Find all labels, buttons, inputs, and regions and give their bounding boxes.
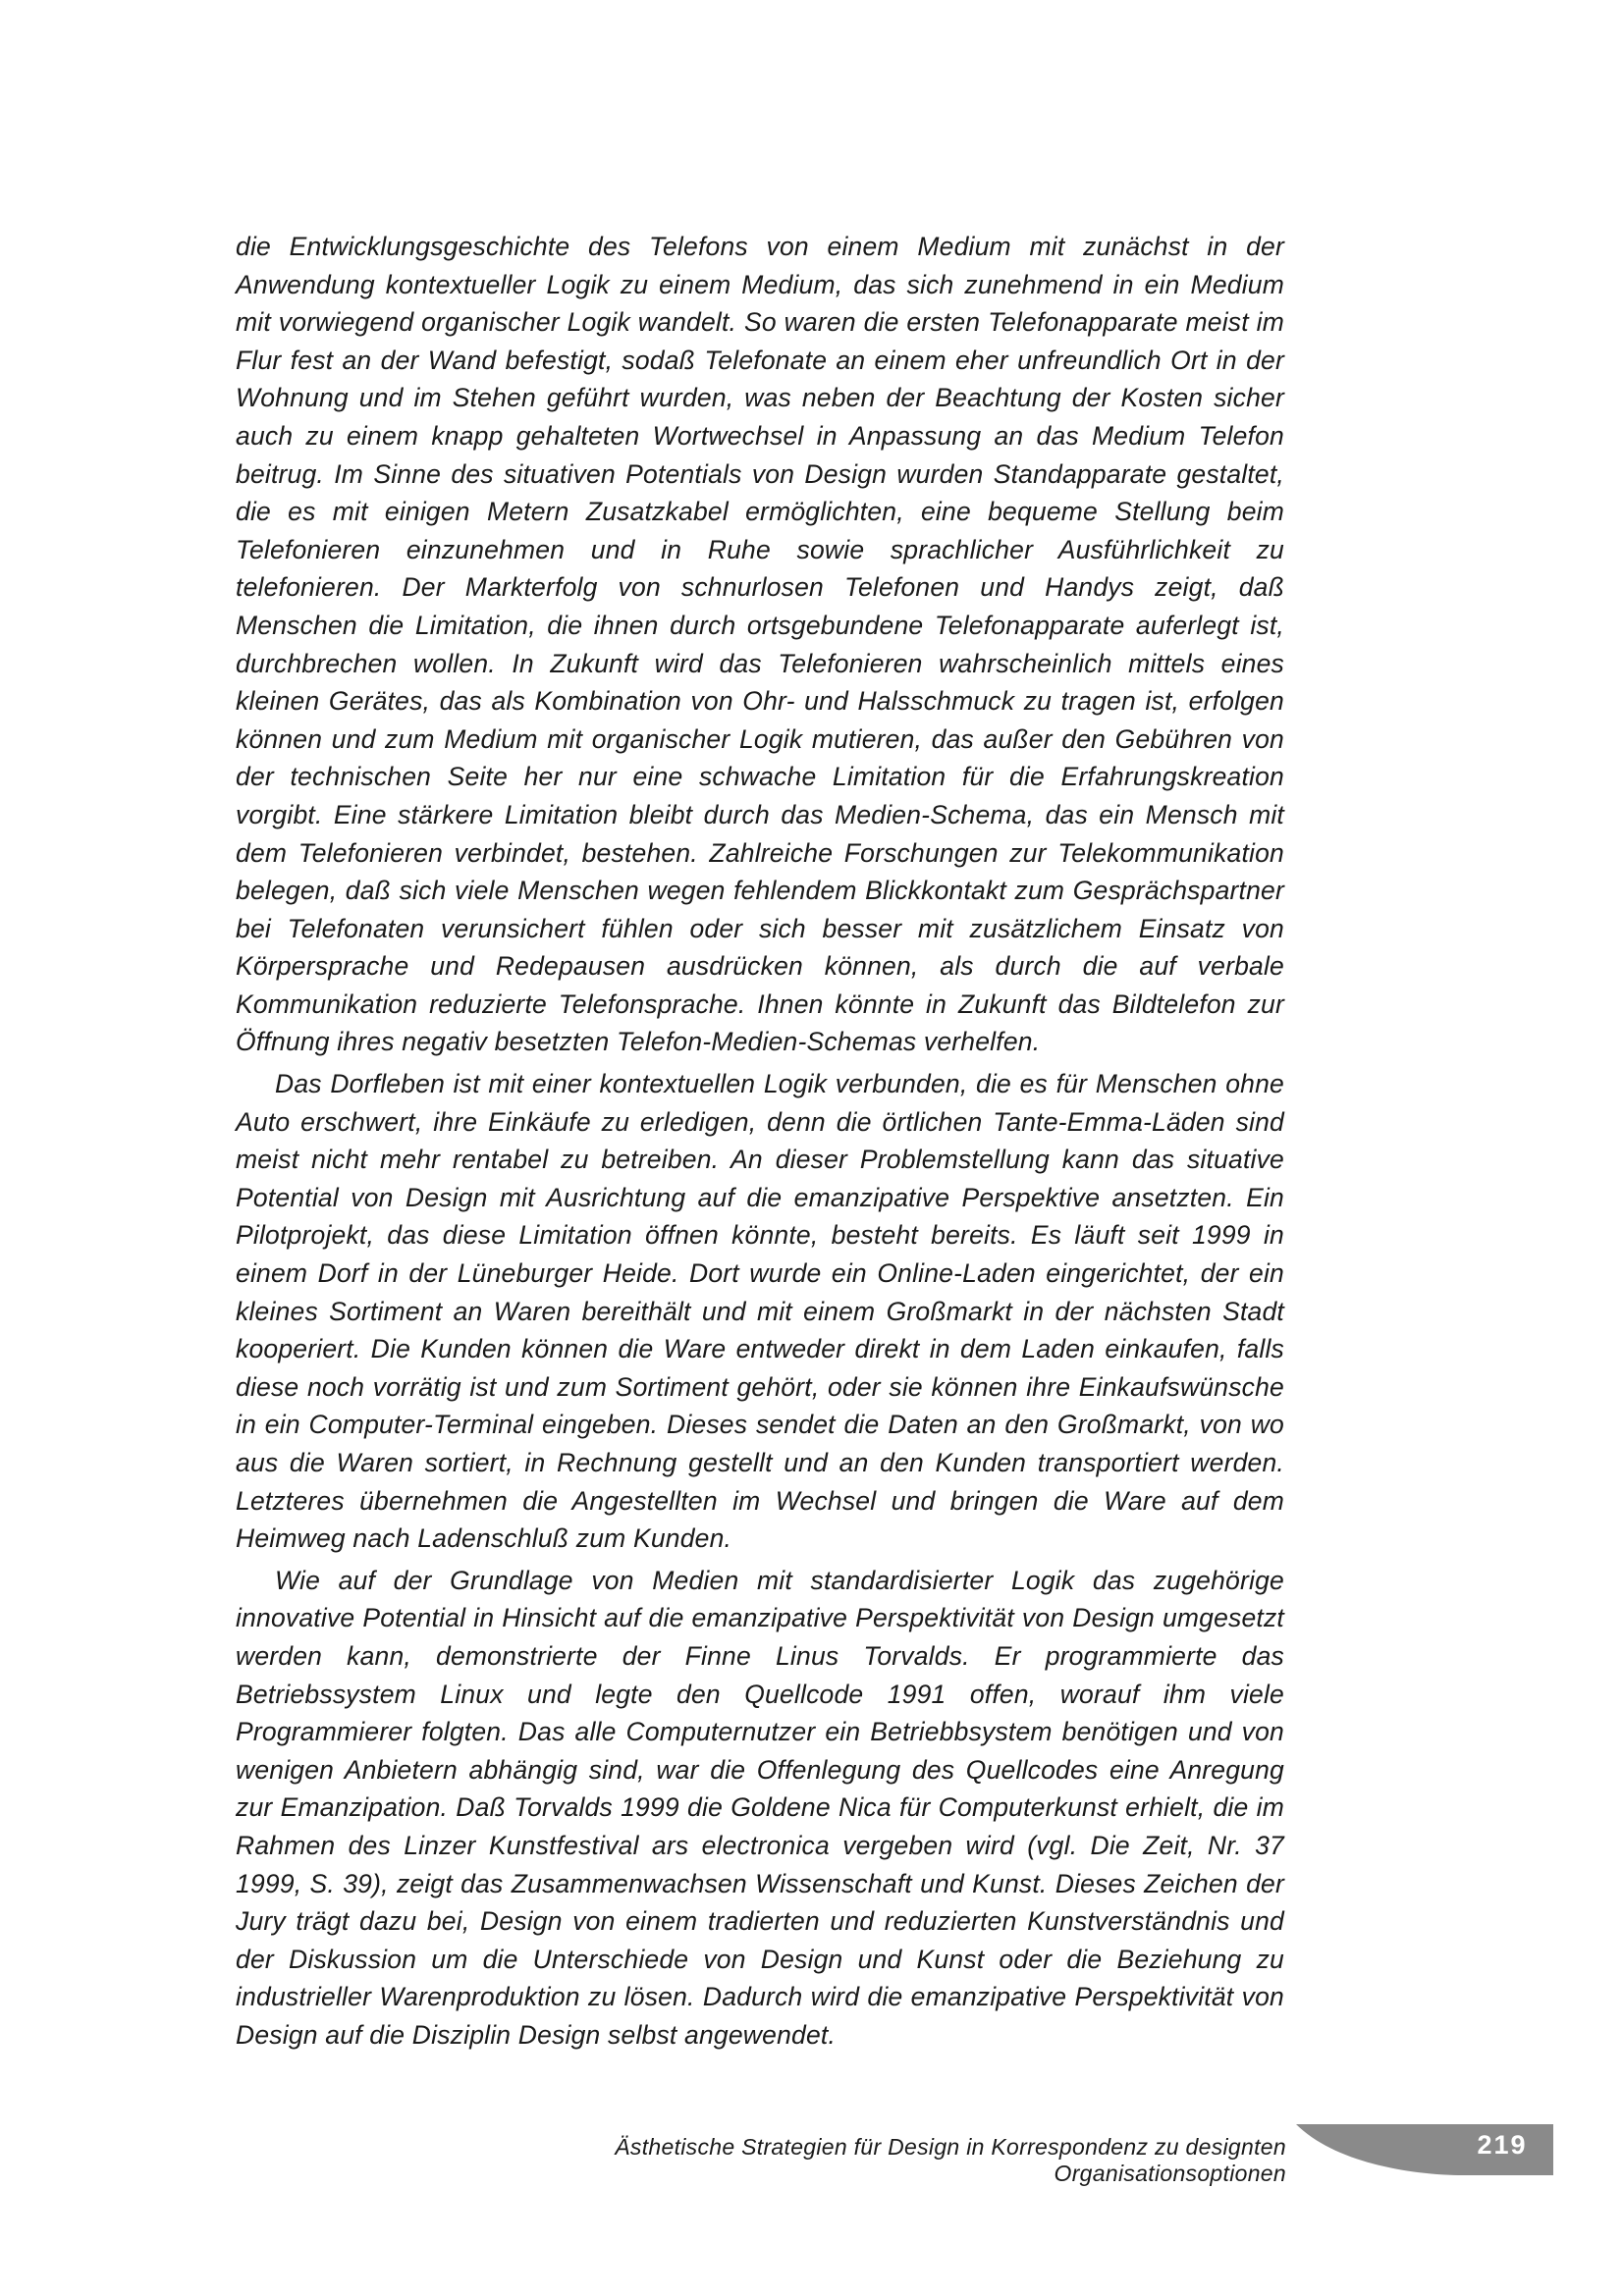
running-footer-title: Ästhetische Strategien für Design in Korrespondenz zu designten Organisationsoptionen — [615, 2134, 1286, 2186]
paragraph-3: Wie auf der Grundlage von Medien mit standardisierter Logik das zugehörige innovative Potential in Hinsicht auf die emanzipative Perspektivität von Design umgesetzt werden kann, demonstrierte der Finne Linus Torvalds. Er programmierte das Betriebssystem Linux und legte den Quellcode 1991 offen, worauf ihm viele Programmierer folgten. Das alle Computernutzer ein Betriebbsystem benötigen und von wenigen Anbietern abhängig sind, war die Offenlegung des Quellcodes eine Anregung zur Emanzipation. Daß Torvalds 1999 die Goldene Nica für Computerkunst erhielt, die im Rahmen des Linzer Kunstfestival ars electronica vergeben wird (vgl. Die Zeit, Nr. 37 1999, S. 39), zeigt das Zusammenwachsen Wissenschaft und Kunst. Dieses Zeichen der Jury trägt dazu bei, Design von einem tradierten und reduzierten Kunstverständnis und der Diskussion um die Unterschiede von Design und Kunst oder die Beziehung zu industrieller Warenproduktion zu lösen. Dadurch wird die emanzipative Perspektivität von Design auf die Disziplin Design selbst angewendet. — [236, 1565, 1284, 2050]
paragraph-2: Das Dorfleben ist mit einer kontextuellen Logik verbunden, die es für Menschen ohne Auto erschwert, ihre Einkäufe zu erledigen, denn die örtlichen Tante-Emma-Läden sind meist nicht mehr rentabel zu betreiben. An dieser Problemstellung kann das situative Potential von Design mit Ausrichtung auf die emanzipative Perspektive ansetzten. Ein Pilotprojekt, das diese Limitation öffnen könnte, besteht bereits. Es läuft seit 1999 in einem Dorf in der Lüneburger Heide. Dort wurde ein Online-Laden eingerichtet, der ein kleines Sortiment an Waren bereithält und mit einem Großmarkt in der nächsten Stadt kooperiert. Die Kunden können die Ware entweder direkt in dem Laden einkaufen, falls diese noch vorrätig ist und zum Sortiment gehört, oder sie können ihre Einkaufswünsche in ein Computer-Terminal eingeben. Dieses sendet die Daten an den Großmarkt, von wo aus die Waren sortiert, in Rechnung gestellt und an den Kunden transportiert werden. Letzteres übernehmen die Angestellten im Wechsel und bringen die Ware auf dem Heimweg nach Ladenschluß zum Kunden. — [236, 1069, 1284, 1554]
page-number: 219 — [1477, 2130, 1528, 2160]
paragraph-1: die Entwicklungsgeschichte des Telefons von einem Medium mit zunächst in der Anwendung kontextueller Logik zu einem Medium, das sich zunehmend in ein Medium mit vorwiegend organischer Logik wandelt. So waren die ersten Telefonapparate meist im Flur fest an der Wand befestigt, sodaß Telefonate an einem eher unfreundlich Ort in der Wohnung und im Stehen geführt wurden, was neben der Beachtung der Kosten sicher auch zu einem knapp gehalteten Wortwechsel in Anpassung an das Medium Telefon beitrug. Im Sinne des situativen Potentials von Design wurden Standapparate gestaltet, die es mit einigen Metern Zusatzkabel ermöglichten, eine bequeme Stellung beim Telefonieren einzunehmen und in Ruhe sowie sprachlicher Ausführlichkeit zu telefonieren. Der Markterfolg von schnurlosen Telefonen und Handys zeigt, daß Menschen die Limitation, die ihnen durch ortsgebundene Telefonapparate auferlegt ist, durchbrechen wollen. In Zukunft wird das Telefonieren wahrscheinlich mittels eines kleinen Gerätes, das als Kombination von Ohr- und Halsschmuck zu tragen ist, erfolgen können und zum Medium mit organischer Logik mutieren, das außer den Gebühren von der technischen Seite her nur eine schwache Limitation für die Erfahrungskreation vorgibt. Eine stärkere Limitation bleibt durch das Medien-Schema, das ein Mensch mit dem Telefonieren verbindet, bestehen. Zahlreiche Forschungen zur Telekommunikation belegen, daß sich viele Menschen wegen fehlendem Blickkontakt zum Gesprächspartner bei Telefonaten verunsichert fühlen oder sich besser mit zusätzlichem Einsatz von Körpersprache und Redepausen ausdrücken können, als durch die auf verbale Kommunikation reduzierte Telefonsprache. Ihnen könnte in Zukunft das Bildtelefon zur Öffnung ihres negativ besetzten Telefon-Medien-Schemas verhelfen. — [236, 232, 1284, 1057]
body-text — [236, 228, 1284, 2055]
